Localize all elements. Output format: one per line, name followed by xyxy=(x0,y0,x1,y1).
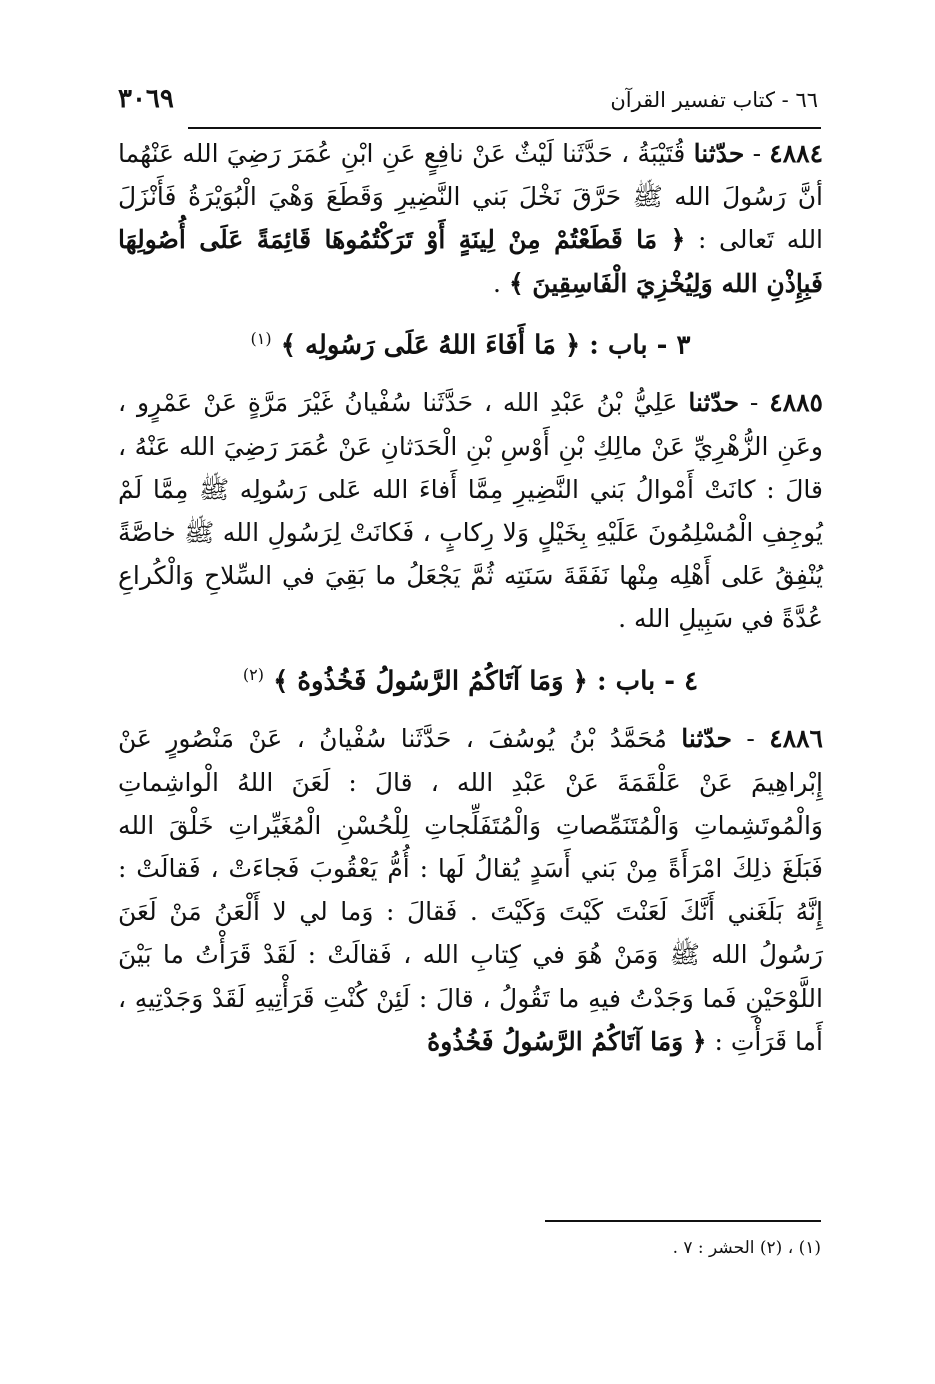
hadith-text: عَلِيُّ بْنُ عَبْدِ الله ، حَدَّثَنا سُفْيانُ غَيْرَ مَرَّةٍ عَنْ عَمْرٍو ، وعَنِ الزُّهْرِيِّ عَنْ مالِكِ بْنِ أَوْسِ بْنِ الْحَدَثانِ عَنْ عُمَرَ رَضِيَ الله عَنْهُ ، قالَ : كانَتْ أَمْوالُ بَني النَّضِيرِ مِمَّا أَفاءَ الله عَلى رَسُولِه ﷺ مِمَّا لَمْ يُوجِفِ الْمُسْلِمُونَ عَلَيْهِ بِخَيْلٍ وَلا رِكابٍ ، فَكانَتْ لِرَسُولِ الله ﷺ خاصَّةً يُنْفِقُ عَلى أَهْلِه مِنْها نَفَقَةَ سَنَتِه ثُمَّ يَجْعَلُ ما بَقِيَ في السِّلاحِ وَالْكُراعِ عُدَّةً في سَبِيلِ الله . xyxy=(118,388,823,634)
hadith-number: ٤٨٨٦ xyxy=(769,724,823,754)
hadith-number: ٤٨٨٥ xyxy=(769,388,823,418)
footnote-ref: (٢) xyxy=(242,664,264,684)
page-body xyxy=(118,132,823,1063)
page-number: ٣٠٦٩ xyxy=(118,84,174,114)
hadith-4885 xyxy=(118,381,823,640)
hadith-text: قُتَيْبَةُ ، حَدَّثَنا لَيْثٌ عَنْ نافِعٍ عَنِ ابْنِ عُمَرَ رَضِيَ الله عَنْهُما أنَّ رَسُولَ الله ﷺ حَرَّقَ نَخْلَ بَني النَّضِيرِ وَقَطَعَ وَهْيَ الْبُوَيْرَةُ فَأَنْزَلَ الله تَعالى : xyxy=(118,139,824,255)
hadith-lead: حدّثنا xyxy=(681,724,732,754)
dash: - xyxy=(744,139,762,168)
chapter-title: ٣ - باب : ﴿ مَا أَفَاءَ اللهُ عَلَى رَسُولِه ﴾ xyxy=(280,330,691,361)
running-title: ٦٦ - كتاب تفسير القرآن xyxy=(610,88,818,112)
quran-quote: ﴿ مَا قَطَعْتُمْ مِنْ لِينَةٍ أَوْ تَرَكْتُمُوهَا قَائِمَةً عَلَى أُصُولِهَا فَبِإِذْنِ الله وَلِيُخْزِيَ الْفَاسِقِينَ ﴾ xyxy=(118,225,823,298)
hadith-4886 xyxy=(118,717,823,1063)
hadith-end: . xyxy=(493,268,501,298)
hadith-4884 xyxy=(118,132,823,305)
dash: - xyxy=(739,388,759,418)
page-header xyxy=(118,84,818,124)
footnote: (١) ، (٢) الحشر : ٧ . xyxy=(672,1238,821,1258)
header-rule xyxy=(188,127,821,129)
hadith-lead: حدّثنا xyxy=(693,139,745,168)
footnote-ref: (١) xyxy=(250,328,272,348)
chapter-heading-4 xyxy=(118,655,823,702)
chapter-heading-3 xyxy=(118,319,823,366)
hadith-text: مُحَمَّدُ بْنُ يُوسُفَ ، حَدَّثَنا سُفْيانُ ، عَنْ مَنْصُورٍ عَنْ إِبْراهِيمَ عَنْ عَلْقَمَةَ عَنْ عَبْدِ الله ، قالَ : لَعَنَ اللهُ الْواشِماتِ وَالْمُوتَشِماتِ وَالْمُتَنَمِّصاتِ وَالْمُتَفَلِّجاتِ لِلْحُسْنِ الْمُغَيِّراتِ خَلْقَ الله فَبَلَغَ ذلِكَ امْرَأَةً مِنْ بَني أَسَدٍ يُقالُ لَها : أُمُّ يَعْقُوبَ فَجاءَتْ ، فَقالَتْ : إِنَّهُ بَلَغَني أَنَّكَ لَعَنْتَ كَيْتَ وَكَيْتَ . فَقالَ : وَما لي لا أَلْعَنُ مَنْ لَعَنَ رَسُولُ الله ﷺ وَمَنْ هُوَ في كِتابِ الله ، فَقالَتْ : لَقَدْ قَرَأْتُ ما بَيْنَ اللَّوْحَيْنِ فَما وَجَدْتُ فيهِ ما تَقُولُ ، قالَ : لَئِنْ كُنْتِ قَرَأْتِيهِ لَقَدْ وَجَدْتِيهِ ، أَما قَرَأْتِ : xyxy=(118,724,823,1056)
dash: - xyxy=(732,724,755,754)
hadith-number: ٤٨٨٤ xyxy=(769,139,824,168)
footnote-rule xyxy=(545,1220,821,1222)
quran-quote: ﴿ وَمَا آتَاكُمُ الرَّسُولُ فَخُذُوهُ xyxy=(427,1026,707,1056)
hadith-lead: حدّثنا xyxy=(688,388,740,418)
chapter-title: ٤ - باب : ﴿ وَمَا آتَاكُمُ الرَّسُولُ فَخُذُوهُ ﴾ xyxy=(273,666,699,697)
